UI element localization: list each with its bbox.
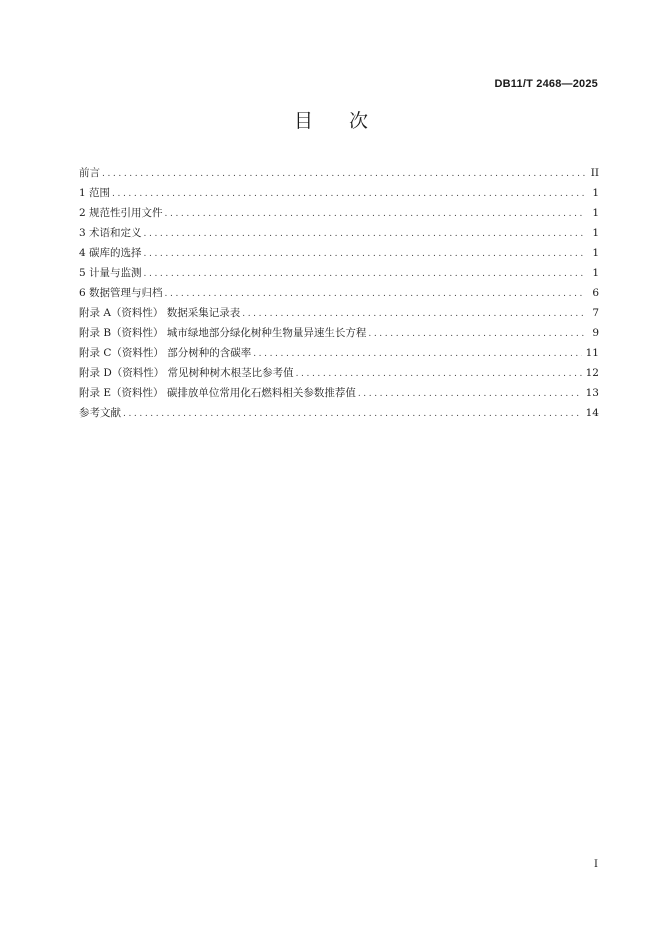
toc-entry-label: 5 计量与监测	[79, 267, 142, 279]
toc-entry-label: 前言	[79, 167, 100, 179]
table-of-contents	[79, 165, 599, 425]
toc-entry-label: 附录 B（资料性） 城市绿地部分绿化树种生物量异速生长方程	[79, 327, 367, 339]
toc-leader-dots	[165, 209, 585, 219]
page-number: I	[594, 859, 598, 870]
toc-entry-label: 附录 D（资料性） 常见树种树木根茎比参考值	[79, 367, 294, 379]
toc-entry-page: 11	[585, 347, 599, 359]
toc-entry-normative-references[interactable]	[79, 205, 599, 225]
toc-entry-foreword[interactable]	[79, 165, 599, 185]
toc-leader-dots	[144, 229, 585, 239]
toc-leader-dots	[144, 269, 585, 279]
toc-entry-page: 1	[592, 227, 599, 239]
toc-entry-data-management[interactable]	[79, 285, 599, 305]
toc-leader-dots	[144, 249, 585, 259]
toc-entry-appendix-d[interactable]	[79, 365, 599, 385]
toc-entry-label: 4 碳库的选择	[79, 247, 142, 259]
standard-code: DB11/T 2468—2025	[494, 78, 598, 90]
toc-leader-dots	[253, 349, 581, 359]
toc-entry-label: 附录 C（资料性） 部分树种的含碳率	[79, 347, 252, 359]
toc-leader-dots	[165, 289, 585, 299]
toc-entry-page: 9	[592, 327, 599, 339]
toc-leader-dots	[358, 389, 582, 399]
title-part-1: 目	[293, 110, 313, 132]
title-part-2: 次	[349, 110, 369, 132]
toc-entry-page: 1	[592, 207, 599, 219]
toc-entry-references[interactable]	[79, 405, 599, 425]
toc-entry-scope[interactable]	[79, 185, 599, 205]
toc-leader-dots	[242, 309, 585, 319]
toc-entry-page: 6	[592, 287, 599, 299]
toc-entry-label: 2 规范性引用文件	[79, 207, 163, 219]
toc-leader-dots	[112, 189, 585, 199]
page-title	[0, 106, 662, 133]
toc-entry-label: 3 术语和定义	[79, 227, 142, 239]
toc-entry-appendix-e[interactable]	[79, 385, 599, 405]
toc-entry-terms-definitions[interactable]	[79, 225, 599, 245]
toc-entry-label: 1 范围	[79, 187, 111, 199]
toc-entry-page: II	[590, 167, 599, 179]
toc-entry-page: 12	[585, 367, 599, 379]
toc-entry-page: 1	[592, 187, 599, 199]
toc-entry-page: 1	[592, 247, 599, 259]
toc-entry-label: 参考文献	[79, 407, 121, 419]
toc-entry-label: 附录 E（资料性） 碳排放单位常用化石燃料相关参数推荐值	[79, 387, 356, 399]
toc-leader-dots	[368, 329, 585, 339]
toc-leader-dots	[123, 409, 582, 419]
toc-entry-appendix-b[interactable]	[79, 325, 599, 345]
toc-leader-dots	[296, 369, 582, 379]
toc-leader-dots	[102, 169, 585, 179]
toc-entry-label: 6 数据管理与归档	[79, 287, 163, 299]
toc-entry-appendix-a[interactable]	[79, 305, 599, 325]
toc-entry-appendix-c[interactable]	[79, 345, 599, 365]
toc-entry-page: 7	[592, 307, 599, 319]
toc-entry-page: 1	[592, 267, 599, 279]
toc-entry-label: 附录 A（资料性） 数据采集记录表	[79, 307, 241, 319]
toc-entry-carbon-pool-selection[interactable]	[79, 245, 599, 265]
toc-entry-page: 13	[585, 387, 599, 399]
toc-entry-measurement-monitoring[interactable]	[79, 265, 599, 285]
toc-entry-page: 14	[585, 407, 599, 419]
